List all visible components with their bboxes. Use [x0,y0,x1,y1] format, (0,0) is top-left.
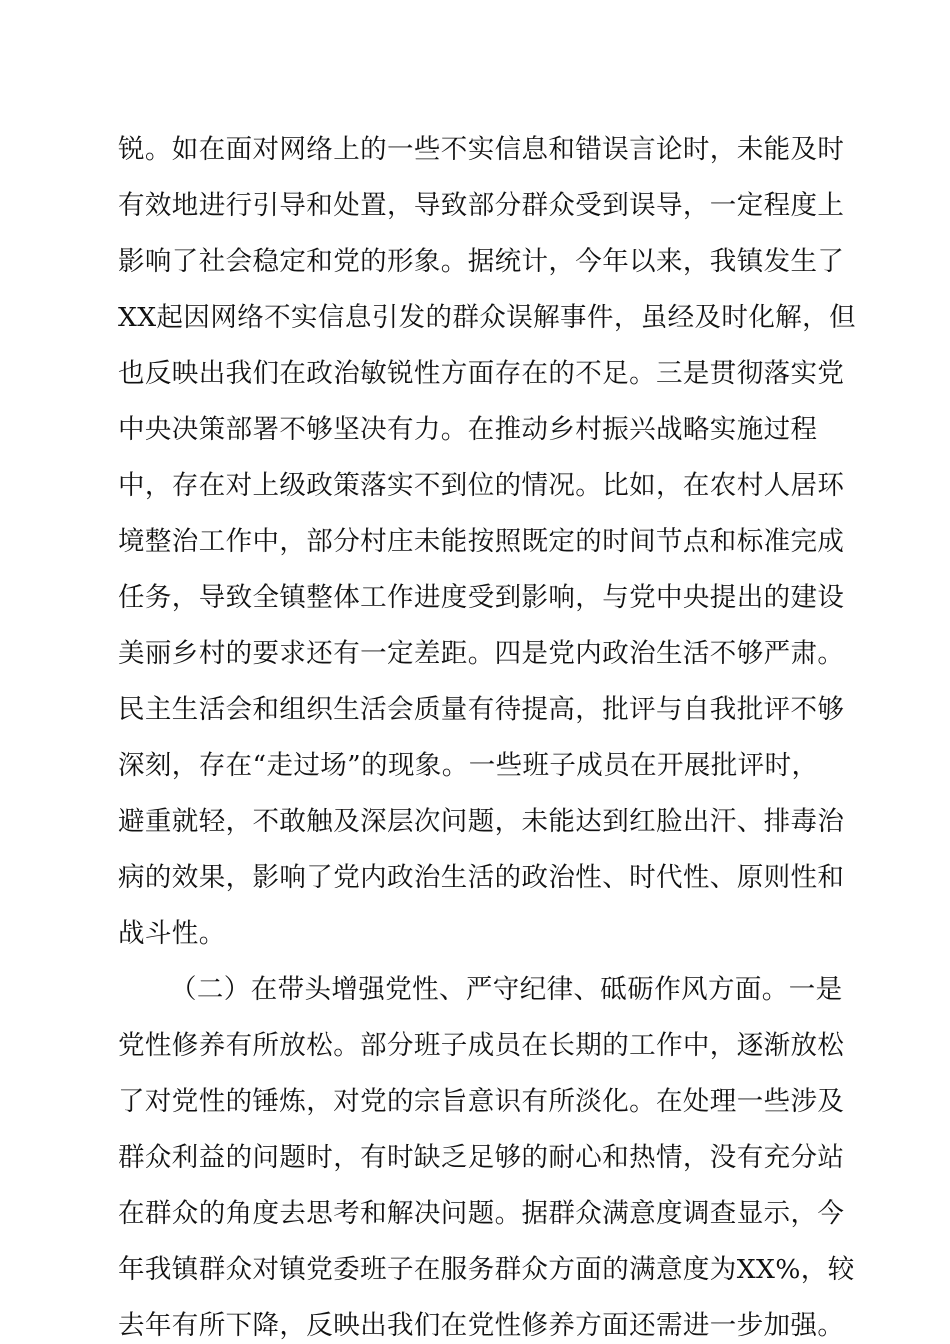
text-line: 任务，导致全镇整体工作进度受到影响，与党中央提出的建设 [118,582,845,613]
text-line: 去年有所下降，反映出我们在党性修养方面还需进一步加强。 [118,1310,845,1341]
text-line: 病的效果，影响了党内政治生活的政治性、时代性、原则性和 [118,862,845,893]
text-line: 影响了社会稳定和党的形象。据统计，今年以来，我镇发生了 [118,246,845,277]
text-line: 深刻，存在“走过场”的现象。一些班子成员在开展批评时， [118,750,819,781]
text-line: 中央决策部署不够坚决有力。在推动乡村振兴战略实施过程 [118,414,818,445]
text-line: 了对党性的锤炼，对党的宗旨意识有所淡化。在处理一些涉及 [118,1086,845,1117]
text-line: 战斗性。 [118,918,226,949]
text-line: XX起因网络不实信息引发的群众误解事件，虽经及时化解，但 [118,302,856,333]
section-heading-line: （二）在带头增强党性、严守纪律、砥砺作风方面。一是 [170,974,843,1005]
text-line: 有效地进行引导和处置，导致部分群众受到误导，一定程度上 [118,190,845,221]
text-line: 美丽乡村的要求还有一定差距。四是党内政治生活不够严肃。 [118,638,845,669]
text-line: 年我镇群众对镇党委班子在服务群众方面的满意度为XX%，较 [118,1254,855,1285]
text-line: 也反映出我们在政治敏锐性方面存在的不足。三是贯彻落实党 [118,358,845,389]
text-line: 民主生活会和组织生活会质量有待提高，批评与自我批评不够 [118,694,845,725]
text-line: 避重就轻，不敢触及深层次问题，未能达到红脸出汗、排毒治 [118,806,845,837]
text-line: 党性修养有所放松。部分班子成员在长期的工作中，逐渐放松 [118,1030,845,1061]
text-line: 中，存在对上级政策落实不到位的情况。比如，在农村人居环 [118,470,845,501]
text-line: 群众利益的问题时，有时缺乏足够的耐心和热情，没有充分站 [118,1142,845,1173]
text-line: 在群众的角度去思考和解决问题。据群众满意度调查显示，今 [118,1198,845,1229]
text-line: 锐。如在面对网络上的一些不实信息和错误言论时，未能及时 [118,134,845,165]
text-line: 境整治工作中，部分村庄未能按照既定的时间节点和标准完成 [118,526,845,557]
